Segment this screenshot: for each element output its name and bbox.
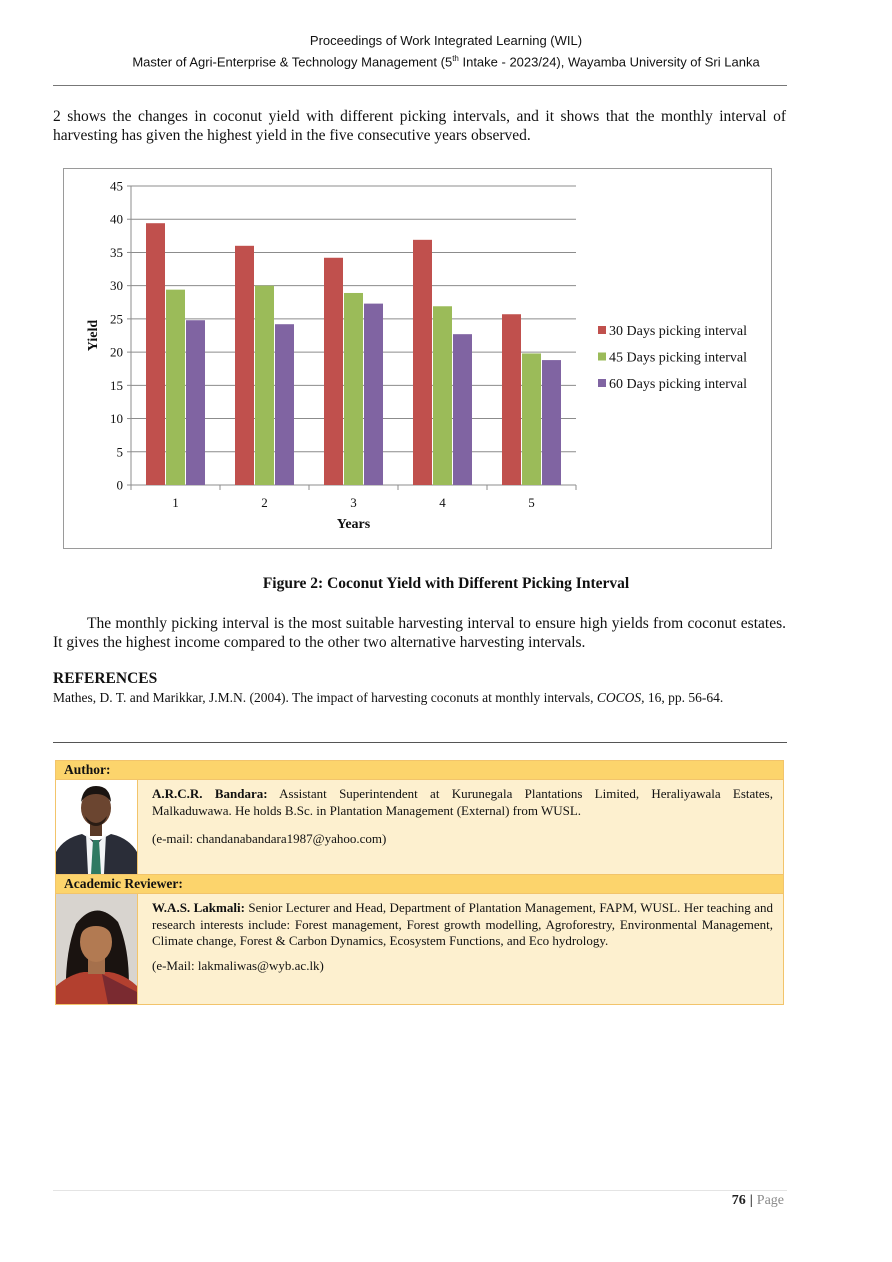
y-tick-label: 40 xyxy=(110,211,123,227)
y-tick-label: 15 xyxy=(110,377,123,393)
header-line-2 xyxy=(0,50,892,71)
references-heading: REFERENCES xyxy=(53,670,158,687)
author-heading: Author: xyxy=(56,761,783,780)
y-tick-label: 0 xyxy=(116,477,123,493)
reviewer-photo xyxy=(56,894,138,1004)
y-axis-title: Yield xyxy=(86,319,101,352)
x-tick-label: 4 xyxy=(439,495,446,510)
chart-canvas xyxy=(64,169,773,550)
reviewer-row xyxy=(56,894,783,1004)
header-line-2-sup: th xyxy=(452,54,459,63)
header-line-1: Proceedings of Work Integrated Learning (WIL) xyxy=(309,33,583,48)
running-header xyxy=(0,32,892,71)
bar-2-2 xyxy=(255,286,274,485)
reviewer-description xyxy=(152,900,773,950)
page-number: 76 xyxy=(731,1193,746,1208)
legend-label: 60 Days picking interval xyxy=(609,377,748,392)
x-tick-label: 5 xyxy=(528,495,535,510)
bar-1-3 xyxy=(324,258,343,485)
author-row xyxy=(56,780,783,875)
y-tick-label: 5 xyxy=(116,444,123,460)
bar-3-1 xyxy=(186,320,205,485)
bar-1-4 xyxy=(413,240,432,485)
bar-3-2 xyxy=(275,324,294,485)
reviewer-details: Senior Lecturer and Head, Department of Plantation Management, FAPM, WUSL. Her teaching and research interests include: Forest management, Forest growth modelling, Agroforestry, Environmental Management, Climate change, Forest & Carbon Dynamics, Ecosystem Functions, and Eco hydrology. xyxy=(152,900,773,948)
bar-2-1 xyxy=(166,290,185,485)
author-description xyxy=(152,786,773,819)
author-details: Assistant Superintendent at Kurunegala Plantations Limited, Heraliyawala Estates, Malkaduwawa. He holds B.Sc. in Plantation Management (External) from WUSL. xyxy=(152,786,773,818)
bar-1-1 xyxy=(146,223,165,485)
page-label: Page xyxy=(756,1193,784,1208)
footer-divider xyxy=(53,1190,787,1191)
bar-2-3 xyxy=(344,293,363,485)
header-divider xyxy=(53,85,787,86)
intro-paragraph: 2 shows the changes in coconut yield with different picking intervals, and it shows that the monthly interval of harvesting has given the highest yield in the five consecutive years observed. xyxy=(53,108,786,144)
bar-1-5 xyxy=(502,314,521,485)
reference-authors: Mathes, D. T. and Marikkar, J.M.N. (2004). The impact of harvesting coconuts at monthly intervals, xyxy=(53,690,597,705)
reviewer-email: (e-Mail: lakmaliwas@wyb.ac.lk) xyxy=(152,957,324,973)
x-tick-label: 2 xyxy=(261,495,268,510)
reviewer-bio xyxy=(138,894,783,1004)
legend-label: 45 Days picking interval xyxy=(609,350,748,366)
reference-journal: COCOS, xyxy=(596,690,645,705)
x-axis-title: Years xyxy=(336,517,371,532)
author-photo xyxy=(56,780,138,874)
bar-3-4 xyxy=(453,334,472,485)
bio-table xyxy=(55,760,784,1005)
page-separator: | xyxy=(749,1193,753,1208)
y-tick-label: 25 xyxy=(110,311,123,327)
x-tick-label: 1 xyxy=(172,495,179,510)
y-tick-label: 45 xyxy=(110,178,123,194)
header-line-2-post: Intake - 2023/24), Wayamba University of Sri Lanka xyxy=(458,54,760,70)
legend-swatch xyxy=(598,379,606,387)
y-tick-label: 35 xyxy=(110,244,123,260)
author-name: A.R.C.R. Bandara: xyxy=(152,786,268,801)
author-bio xyxy=(138,780,783,874)
figure-caption: Figure 2: Coconut Yield with Different Picking Interval xyxy=(262,575,630,592)
y-tick-label: 20 xyxy=(110,344,123,360)
legend-swatch xyxy=(598,326,606,334)
reference-pages: 16, pp. 56-64. xyxy=(644,690,724,705)
bar-2-4 xyxy=(433,306,452,485)
legend-label: 30 Days picking interval xyxy=(609,324,748,339)
bar-1-2 xyxy=(235,246,254,485)
reviewer-name: W.A.S. Lakmali: xyxy=(152,900,245,915)
legend-swatch xyxy=(598,353,606,361)
reference-entry xyxy=(53,689,786,707)
header-line-2-pre: Master of Agri-Enterprise & Technology Management (5 xyxy=(132,54,453,70)
bar-3-5 xyxy=(542,360,561,485)
page-footer xyxy=(732,1193,784,1209)
y-tick-label: 10 xyxy=(110,411,123,427)
yield-chart xyxy=(63,168,772,549)
reviewer-heading: Academic Reviewer: xyxy=(56,875,783,894)
section-divider xyxy=(53,742,787,743)
x-tick-label: 3 xyxy=(350,495,357,510)
conclusion-paragraph: The monthly picking interval is the most suitable harvesting interval to ensure high yields from coconut estates. It gives the highest income compared to the other two alternative harvesting intervals. xyxy=(53,615,786,651)
bar-3-3 xyxy=(364,304,383,485)
bar-2-5 xyxy=(522,353,541,485)
y-tick-label: 30 xyxy=(110,278,123,294)
author-email: (e-mail: chandanabandara1987@yahoo.com) xyxy=(152,831,387,846)
